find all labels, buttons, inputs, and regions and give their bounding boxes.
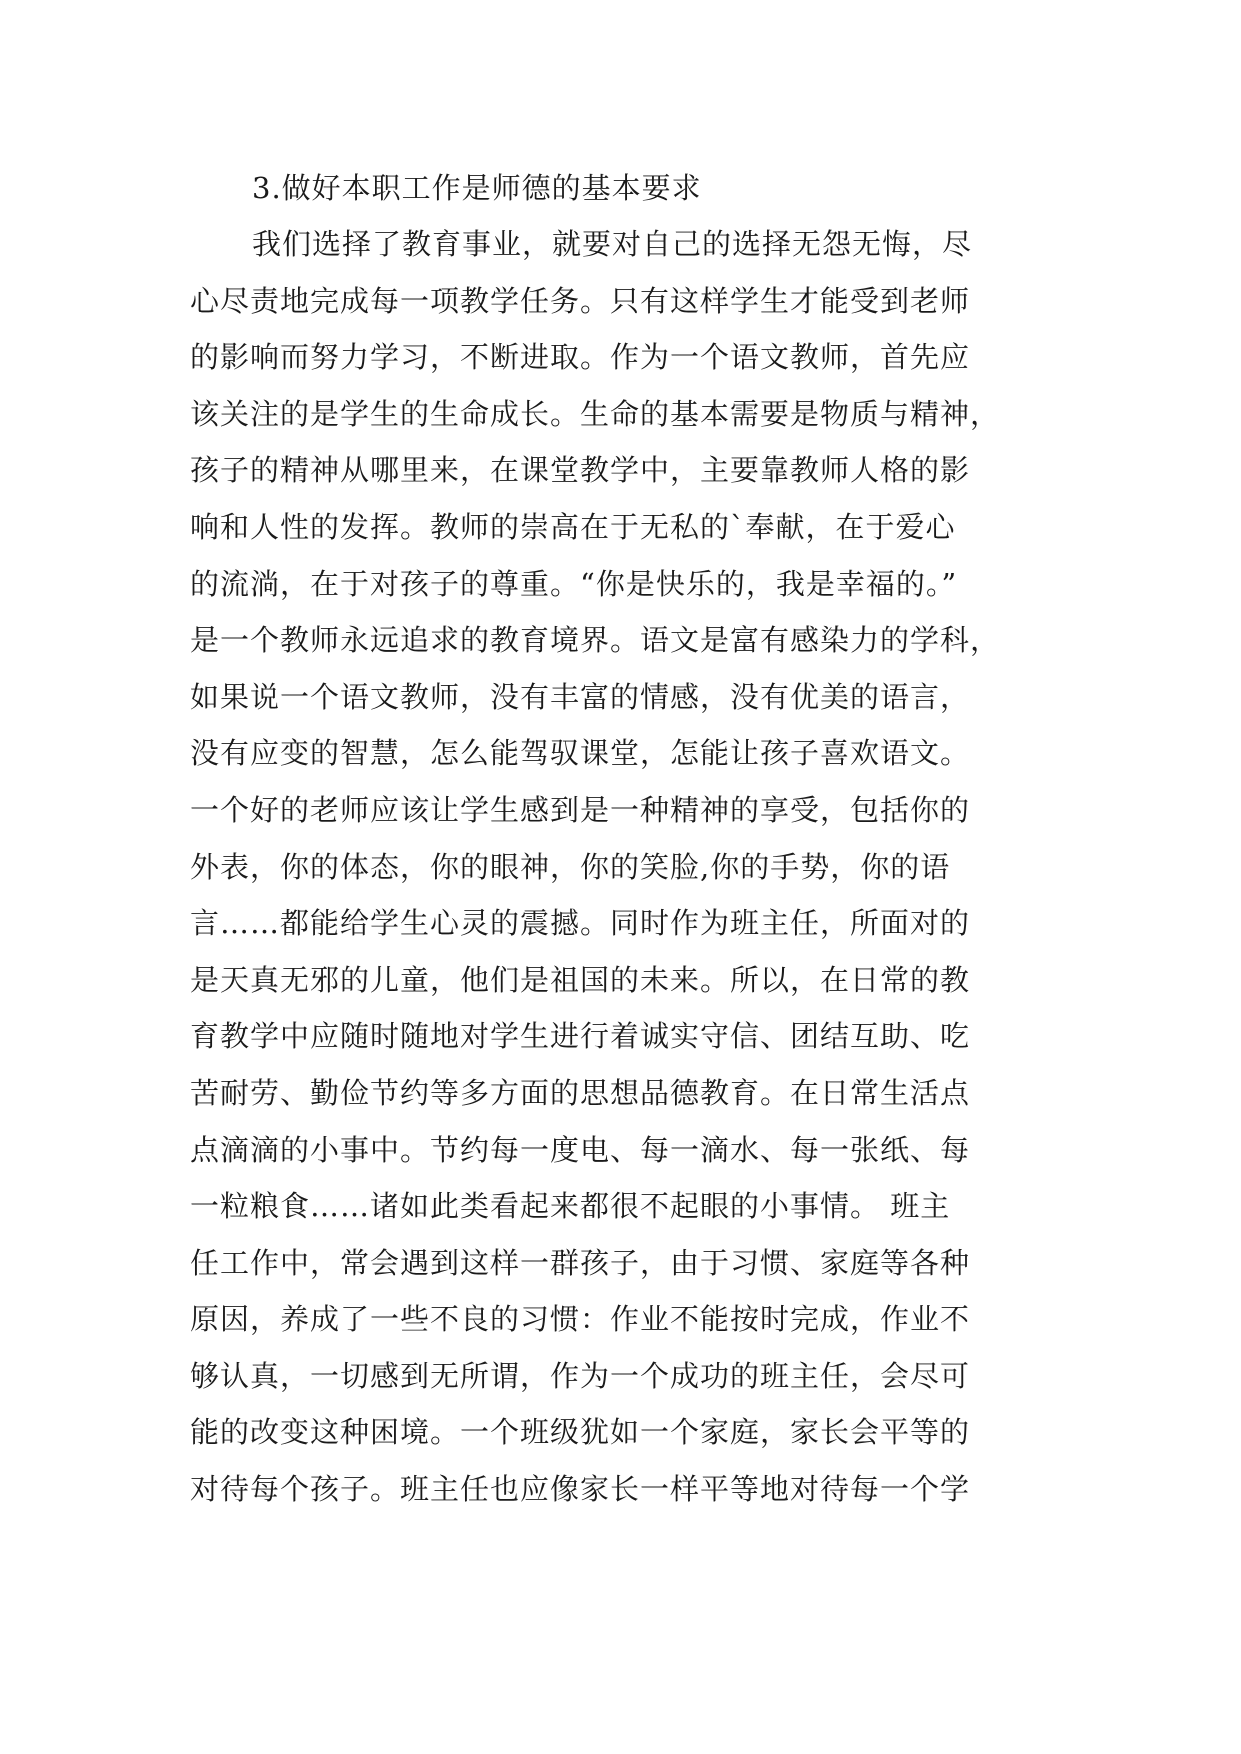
paragraph-line: 苦耐劳、勤俭节约等多方面的思想品德教育。在日常生活点 <box>190 1075 971 1110</box>
document-body <box>190 160 1050 1518</box>
paragraph-line: 言……都能给学生心灵的震撼。同时作为班主任，所面对的 <box>190 906 971 941</box>
paragraph-line: 我们选择了教育事业，就要对自己的选择无怨无悔，尽 <box>252 227 973 261</box>
paragraph-line: 一粒粮食……诸如此类看起来都很不起眼的小事情。 班主 <box>190 1189 951 1224</box>
paragraph-line: 的影响而努力学习，不断进取。作为一个语文教师，首先应 <box>190 340 971 375</box>
paragraph-line: 是天真无邪的儿童，他们是祖国的未来。所以，在日常的教 <box>190 962 971 997</box>
paragraph-line: 一个好的老师应该让学生感到是一种精神的享受，包括你的 <box>190 792 971 827</box>
section-heading: 3.做好本职工作是师德的基本要求 <box>252 171 702 205</box>
paragraph-line: 心尽责地完成每一项教学任务。只有这样学生才能受到老师 <box>190 283 971 318</box>
paragraph-line: 任工作中，常会遇到这样一群孩子，由于习惯、家庭等各种 <box>190 1245 971 1280</box>
paragraph-line: 够认真，一切感到无所谓，作为一个成功的班主任，会尽可 <box>190 1358 971 1393</box>
paragraph-line: 育教学中应随时随地对学生进行着诚实守信、团结互助、吃 <box>190 1019 971 1054</box>
paragraph-line: 对待每个孩子。班主任也应像家长一样平等地对待每一个学 <box>190 1472 971 1507</box>
paragraph-line: 原因，养成了一些不良的习惯：作业不能按时完成，作业不 <box>190 1302 971 1337</box>
paragraph-line: 是一个教师永远追求的教育境界。语文是富有感染力的学科， <box>190 623 1001 658</box>
paragraph-line: 孩子的精神从哪里来，在课堂教学中，主要靠教师人格的影 <box>190 453 971 488</box>
paragraph <box>190 216 1050 1518</box>
paragraph-line: 响和人性的发挥。教师的崇高在于无私的`奉献，在于爱心 <box>190 509 956 544</box>
paragraph-line: 的流淌，在于对孩子的尊重。“你是快乐的，我是幸福的。” <box>190 566 958 601</box>
paragraph-line: 如果说一个语文教师，没有丰富的情感，没有优美的语言， <box>190 679 971 714</box>
paragraph-line: 能的改变这种困境。一个班级犹如一个家庭，家长会平等的 <box>190 1415 971 1450</box>
paragraph-line: 外表，你的体态，你的眼神，你的笑脸,你的手势，你的语 <box>190 849 951 884</box>
paragraph-line: 没有应变的智慧，怎么能驾驭课堂，怎能让孩子喜欢语文。 <box>190 736 971 771</box>
paragraph-line: 该关注的是学生的生命成长。生命的基本需要是物质与精神， <box>190 396 1001 431</box>
paragraph-line: 点滴滴的小事中。节约每一度电、每一滴水、每一张纸、每 <box>190 1132 971 1167</box>
